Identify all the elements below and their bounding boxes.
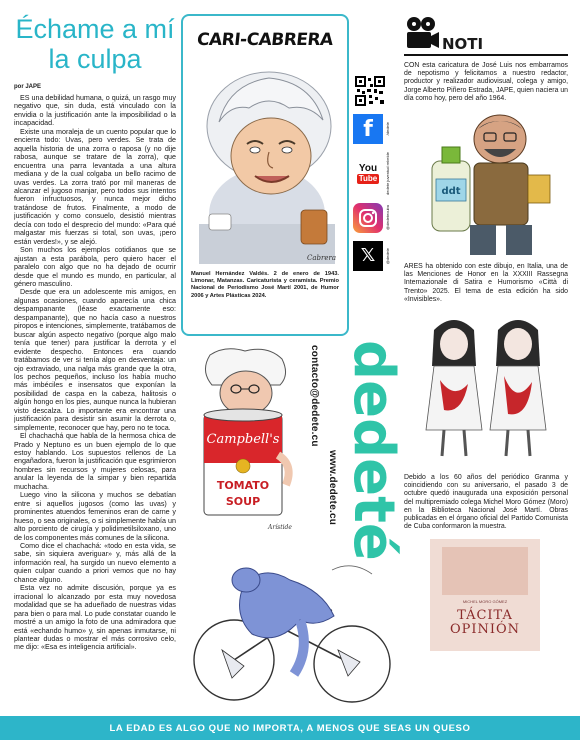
youtube-word: You <box>358 162 378 174</box>
article-paragraph: El chachachá que habla de la hermosa chica de Prado y Neptuno es un buen ejemplo de lo que estoy hablando. Los supuestos rellenos de La engañadora, fueron la justificación que esgrimieron hombres sin recursos y mujeres celosas, para anular la leyenda de la simpar y bien repartida muchacha. <box>14 432 176 491</box>
poster-artist: MICHEL MORO GÓMEZ <box>462 599 508 605</box>
caricature-illustration <box>189 64 345 268</box>
noti-paragraph-1: CON esta caricatura de José Luis nos embarramos de nepotismo y felicitamos a nuestro redactor, productor y realizador audiovisual, colega y amigo, Jorge Alberto Piñero Estrada, JAPE, quien naciera un día como hoy, pero del año 1964. <box>404 62 568 102</box>
qr-code-icon[interactable] <box>355 76 385 106</box>
brand-part1: CARI <box>196 30 242 50</box>
birthday-caricature <box>404 109 568 259</box>
campbell-soup-illustration <box>190 345 300 535</box>
youtube-tube: Tube <box>358 173 378 183</box>
article-title: Échame a mí la culpa <box>15 14 175 74</box>
social-x[interactable] <box>353 241 399 271</box>
article-paragraph: Como dice el chachachá: «todo en esta vida, se sabe, sin siquiera averiguar» y, más allá de la información real, ha surgido un nuevo elemento a quien culpar cuando a priori vemos que no hay chance alguno. <box>14 542 176 584</box>
facebook-label: /dedete <box>385 122 390 136</box>
article-paragraph: Son muchos los ejemplos cotidianos que se ajustan a esta parábola, pero quiero hacer el paralelo con algo que no ha dejado de ocurrir desde que el mundo es mundo, en particular, al género masculino. <box>14 246 176 288</box>
cyclist-illustration <box>182 550 398 710</box>
x-icon: 𝕏 <box>353 241 383 271</box>
bottle-label: ddt <box>441 186 461 198</box>
caricature-portrait <box>189 64 341 268</box>
brand-part2: CABRERA <box>245 30 334 50</box>
noti-paragraph-3: Debido a los 60 años del periódico Granma y coincidiendo con su aniversario, el pasado 3 de octubre quedó inaugurada una exposición personal del multipremiado colega Michel Moro Gómez (Moro) en la Biblioteca Nacional José Martí. Obras publicadas en el órgano oficial del Partido Comunista de Cuba conformaron la muestra. <box>404 474 568 531</box>
youtube-icon <box>353 158 383 188</box>
instagram-label: @dedetecuba <box>385 205 390 231</box>
exhibition-poster <box>430 539 540 651</box>
poster-title: TÁCITA OPINIÓN <box>449 608 521 638</box>
feature-card <box>181 14 349 336</box>
contact-website[interactable]: www.dedete.cu <box>327 450 338 526</box>
article-paragraph: Luego vino la silicona y muchos se debatían entre si aquellos jugosos (como las uvas) y prominentes atuendos femeninos eran de carne y hueso, o sea originales, o si simplemente había un alto porciento de cirugía y polidimetilsiloxano, uno de los componentes más comunes de la silicona. <box>14 491 176 542</box>
brand-separator: - <box>239 30 248 50</box>
instagram-icon <box>353 203 383 233</box>
article-paragraph: Desde que era un adolescente mis amigos, en algunas ocasiones, cuando aparecía una chica despampanante (léase exactamente eso: despampanante), que no hacía caso a nuestros piropos e intenciones, simplemente, tratábamos de buscar algún aspecto negativo (porque algo malo tenía que tener) para justificar la derrota y el evidente despecho. Entonces era cuando tratábamos de ver si tenía algo en desventaja: un ojo extraviado, una nalga más grande que la otra, los pechos pequeños, incluso los había mucho más imbéciles e insensatos que exponían la posibilidad de caspa en la cabeza, halitosis o algún hongo en los pies, aunque nunca la hubieran visto descalza. Lo importante era encontrar una justificación para desistir sin asumir la derrota o, simplemente, reconocer que hay, pero no te toca. <box>14 288 176 432</box>
feature-caption: Manuel Hernández Valdés. 2 de enero de 1943. Limonar, Matanzas. Caricaturista y ceramista. Premio Nacional de Periodismo José Martí 2001, de Humor 2006 y Artes Plásticas 2024. <box>191 271 339 299</box>
twins-illustration <box>404 310 568 470</box>
dedete-logo-text: dedeté <box>341 340 406 561</box>
article-column <box>14 14 176 708</box>
news-column <box>404 14 568 708</box>
noti-title: NOTI <box>442 35 484 53</box>
footer-bar <box>0 716 580 740</box>
youtube-label: dedete juventud rebelde <box>385 152 390 195</box>
film-camera-icon <box>404 16 440 54</box>
can-signature: Arístide <box>268 524 292 531</box>
can-brand: Campbell's <box>206 432 280 447</box>
noti-header <box>404 14 568 56</box>
caricature-signature: Cabrera <box>307 254 337 262</box>
article-paragraph: ES una debilidad humana, o quizá, un rasgo muy negativo que, sin duda, está vinculado con la envidia o la justificación ante la imposibilidad o la incapacidad. <box>14 94 176 128</box>
article-paragraph: Esta vez no admite discusión, porque ya es irracional lo alcanzado por esta muy novedosa modalidad que se ha adueñado de nuestras vidas para bien o para mal. Lo pude constatar cuando le mostré a un amigo la foto de una admiradora que está «echando humo» y, sin apenas inmutarse, ni plantear dudas o mostrar el más corrosivo celo, me dijo: «Esa es inteligencia artificial». <box>14 584 176 652</box>
footer-text: LA EDAD ES ALGO QUE NO IMPORTA, A MENOS QUE SEAS UN QUESO <box>109 722 471 734</box>
feature-brand <box>183 16 347 64</box>
article-paragraph: Existe una moraleja de un cuento popular que lo encierra todo: Uvas, pero verdes. Se trata de aquella historia de una zorra o raposa (y no dije rabosa, aunque se tratare de la zorra), que encuentra una parra levantada a una altura mediana y de la cual colgaba un bello racimo de uvas verdes. La zorra trató por mil maneras de alcanzar el jugoso manjar, pero todos sus intentos fueron infructuosos, y nunca mejor dicho tratándose de frutos. Finalmente, a modo de justificación y como consuelo, desistió mientras decía con todo el desprecio del mundo: «Para qué malgastar mis fuerzas si total, son uvas, ¡pero están verdes!», y se alejó. <box>14 127 176 246</box>
social-links <box>353 76 399 338</box>
article-body <box>14 94 176 652</box>
contact-email[interactable]: contacto@dedete.cu <box>309 345 320 447</box>
facebook-icon: f <box>353 114 383 144</box>
social-facebook[interactable] <box>353 114 399 144</box>
noti-paragraph-2: ARES ha obtenido con este dibujo, en Italia, una de las Menciones de Honor en la XXXIII Rassegna Internazionale di Satira e Humorismo «Città di Trento» 2025. El tema de esta edición ha sido «Invisibles». <box>404 263 568 303</box>
social-youtube[interactable] <box>353 152 399 195</box>
article-byline: por JAPE <box>14 84 42 90</box>
can-line1: TOMATO <box>216 479 270 492</box>
can-line2: SOUP <box>225 495 261 508</box>
x-label: @dedete <box>385 247 390 265</box>
social-instagram[interactable] <box>353 203 399 233</box>
